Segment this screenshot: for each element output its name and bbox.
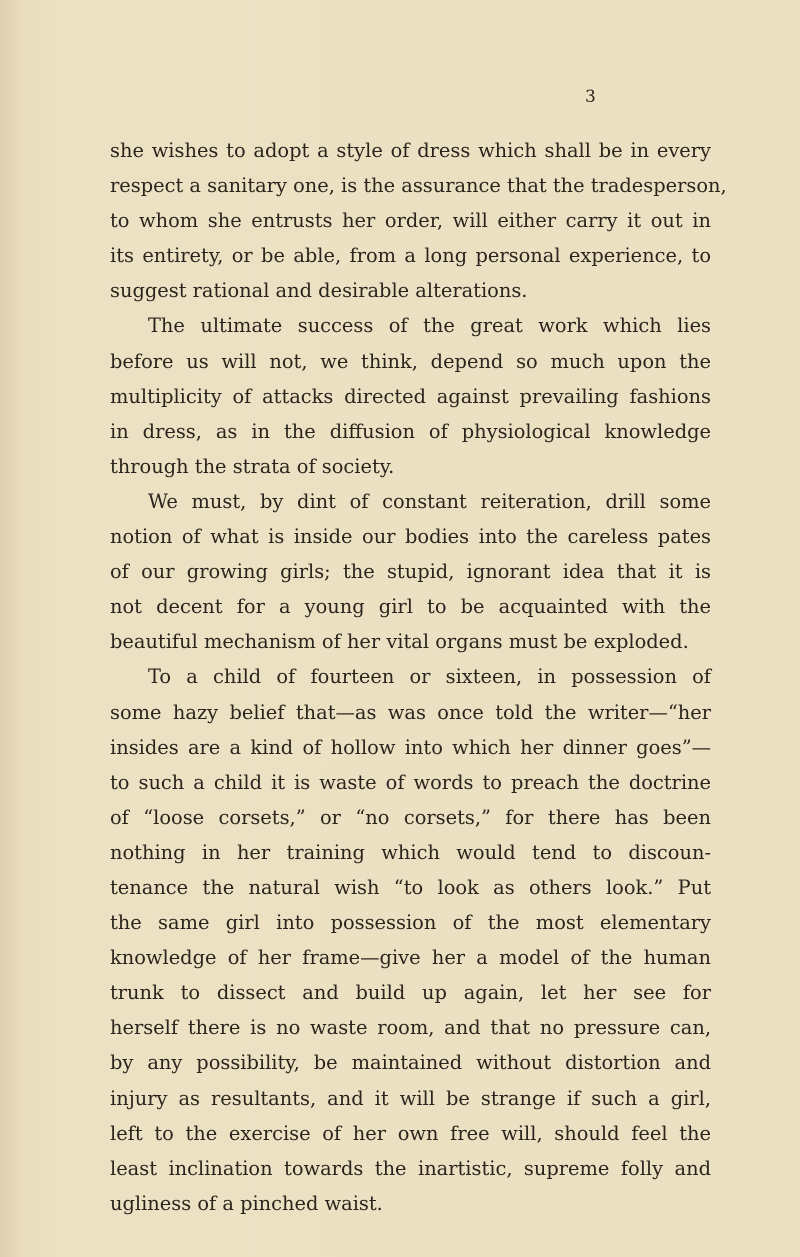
text-line: beautiful mechanism of her vital organs must be exploded. (110, 630, 689, 654)
text-line: in dress, as in the diffusion of physiological knowledge (110, 419, 711, 443)
text-line: left to the exercise of her own free will, should feel the (110, 1121, 711, 1145)
page-number: 3 (585, 87, 596, 107)
text-line: she wishes to adopt a style of dress which shall be in every (110, 139, 711, 162)
text-line: multiplicity of attacks directed against prevailing fashions (110, 384, 711, 408)
body-text (110, 133, 727, 1221)
text-line: of “loose corsets,” or “no corsets,” for there has been (110, 805, 711, 829)
text-line: To a child of fourteen or sixteen, in possession of (148, 665, 711, 689)
text-line: We must, by dint of constant reiteration, drill some (148, 489, 711, 513)
text-line: tenance the natural wish “to look as others look.” Put (110, 875, 711, 899)
text-line: to whom she entrusts her order, will either carry it out in (110, 209, 711, 233)
text-line: The ultimate success of the great work which lies (148, 314, 711, 338)
text-line: nothing in her training which would tend to discoun- (110, 840, 711, 864)
text-line: least inclination towards the inartistic, supreme folly and (110, 1156, 711, 1180)
text-line: suggest rational and desirable alterations. (110, 279, 528, 303)
text-line: ugliness of a pinched waist. (110, 1191, 383, 1215)
text-line: notion of what is inside our bodies into the careless pates (110, 525, 711, 549)
text-line: injury as resultants, and it will be strange if such a girl, (110, 1086, 711, 1110)
text-line: the same girl into possession of the most elementary (110, 911, 711, 935)
text-line: trunk to dissect and build up again, let her see for (110, 981, 711, 1005)
text-line: its entirety, or be able, from a long personal experience, to (110, 244, 711, 268)
text-line: before us will not, we think, depend so much upon the (110, 349, 711, 373)
text-line: insides are a kind of hollow into which her dinner goes”— (110, 735, 711, 759)
text-line: not decent for a young girl to be acquainted with the (110, 595, 711, 619)
text-line: to such a child it is waste of words to preach the doctrine (110, 770, 711, 794)
text-line: through the strata of society. (110, 454, 395, 478)
text-line: by any possibility, be maintained without distortion and (110, 1051, 711, 1075)
text-line: respect a sanitary one, is the assurance that the tradesperson, (110, 174, 727, 198)
text-line: knowledge of her frame—give her a model of the human (110, 946, 711, 970)
text-line: herself there is no waste room, and that no pressure can, (110, 1016, 711, 1040)
text-line: of our growing girls; the stupid, ignorant idea that it is (110, 560, 711, 584)
text-line: some hazy belief that—as was once told the writer—“her (110, 700, 711, 724)
